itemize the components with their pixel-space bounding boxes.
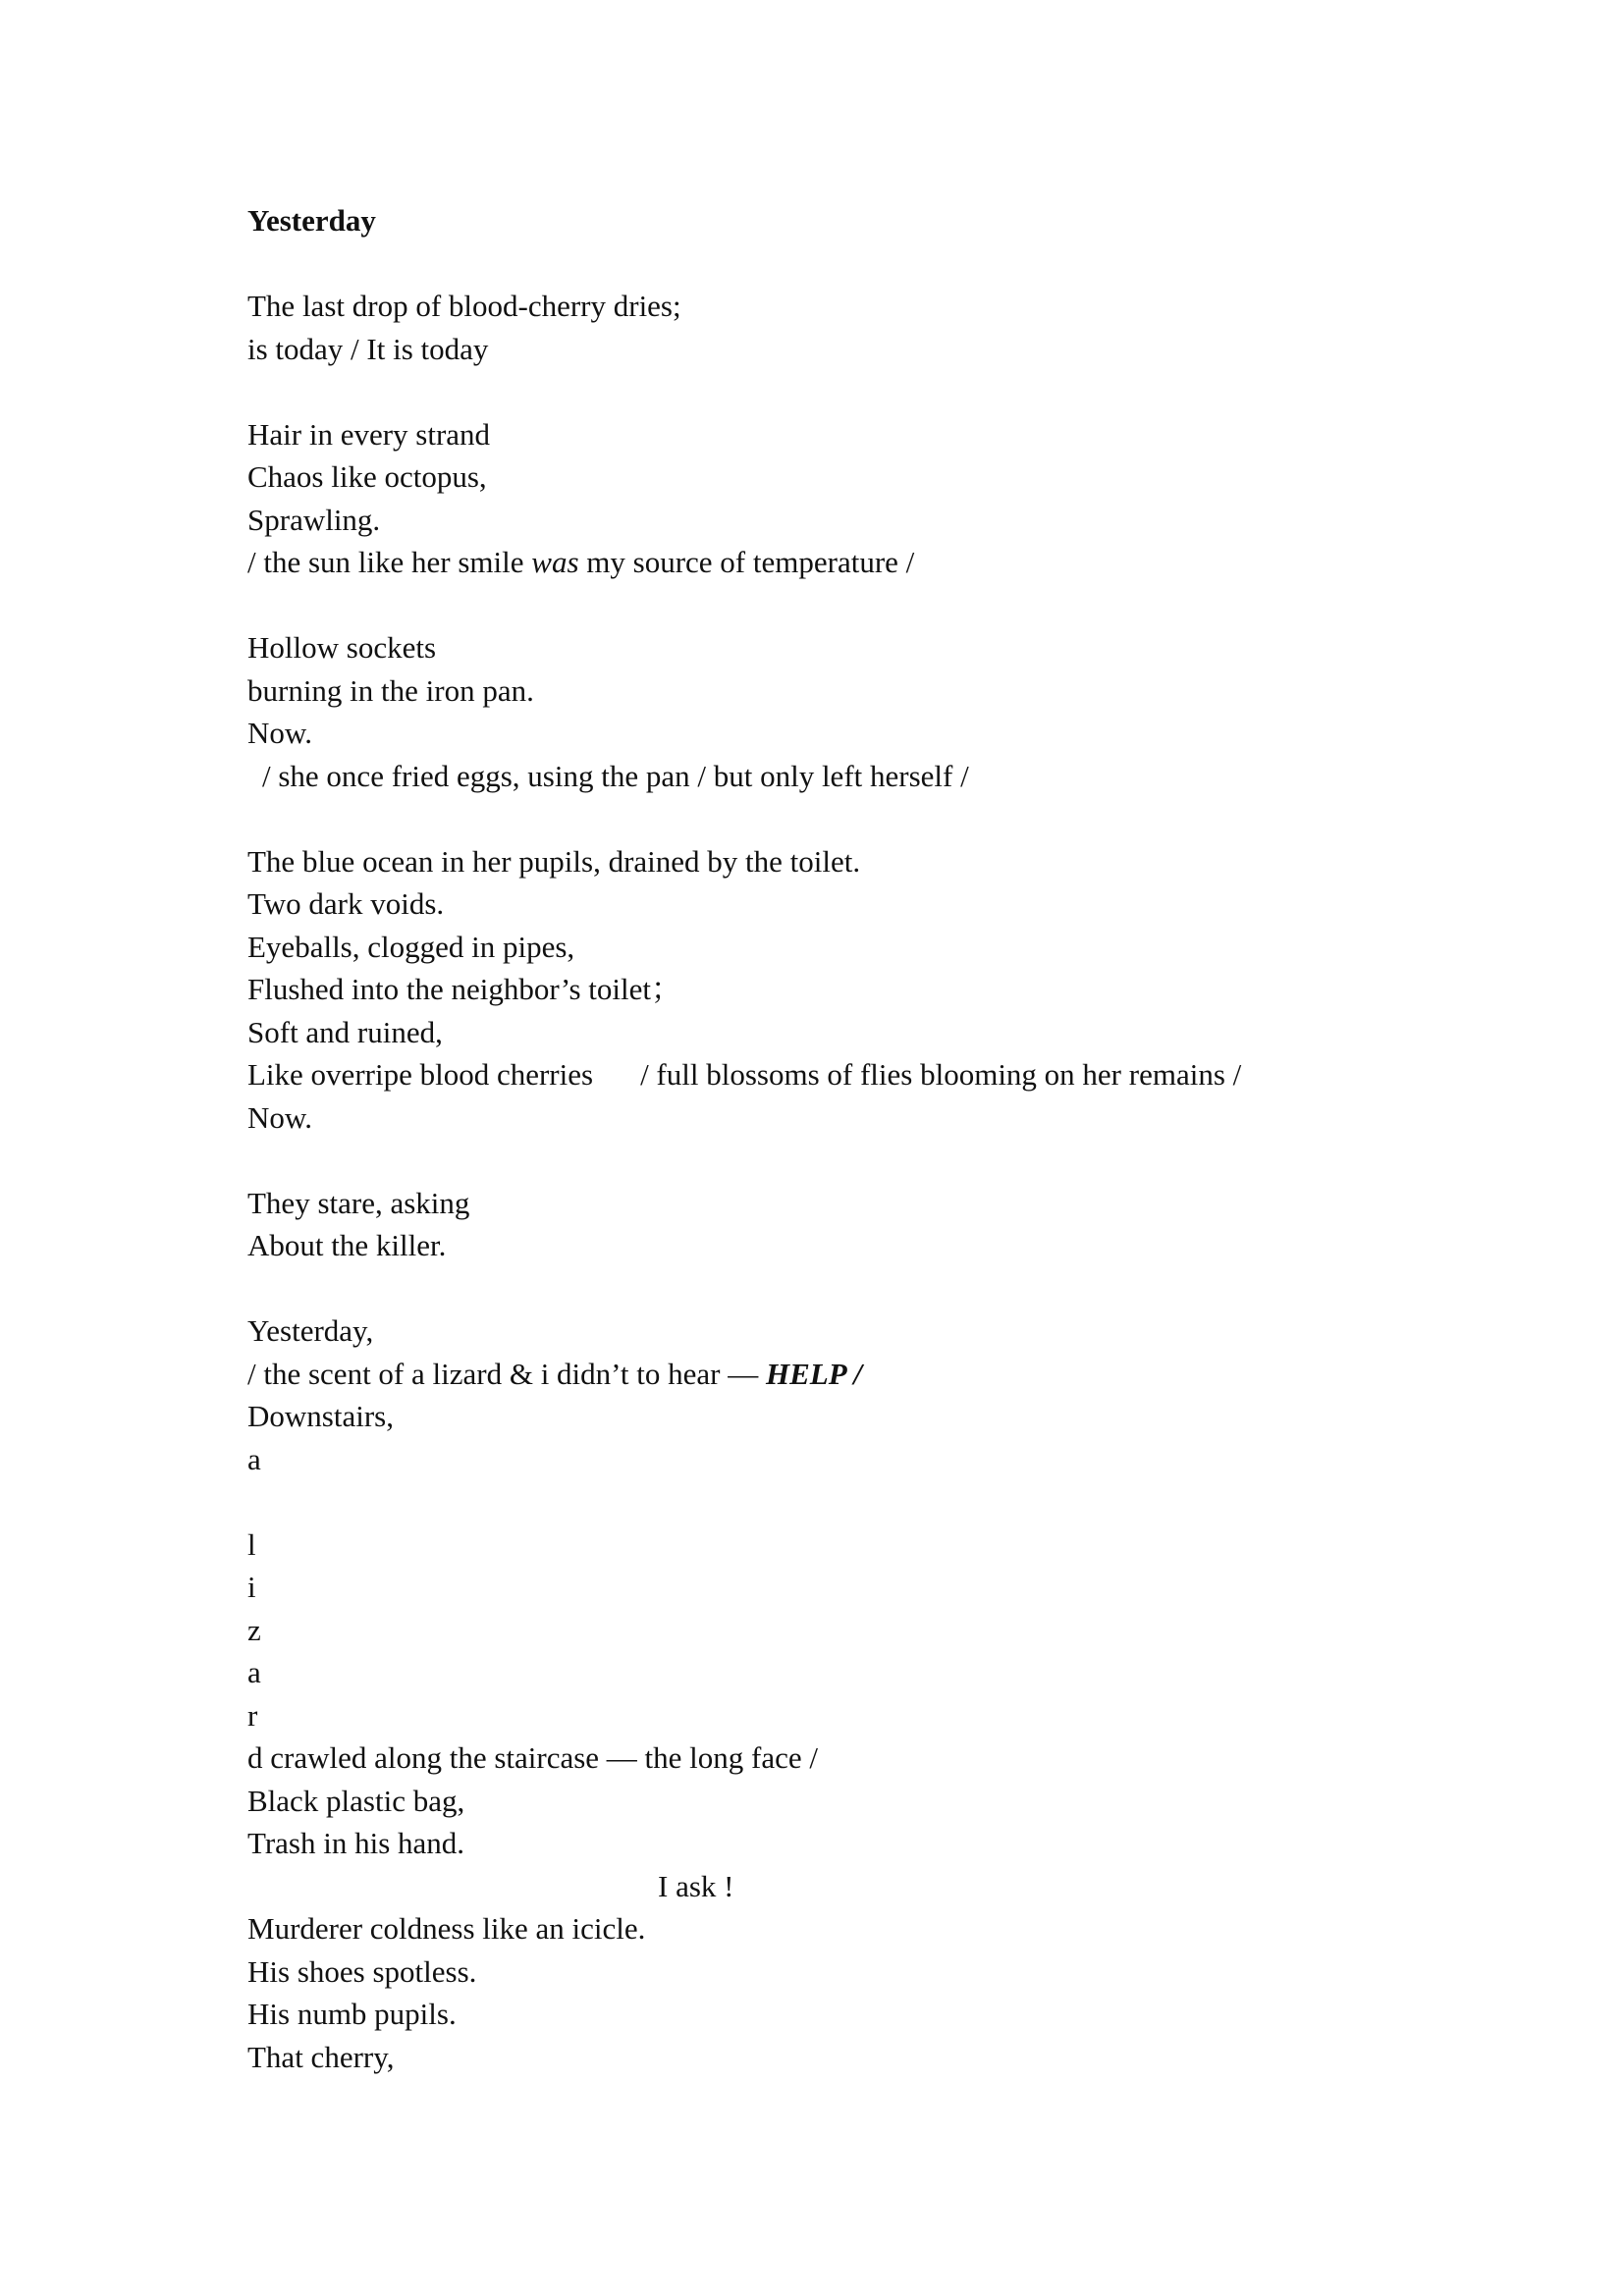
stanza-break: [247, 584, 1426, 627]
poem-line: Black plastic bag,: [247, 1783, 465, 1818]
poem-line: Hair in every strand: [247, 416, 491, 452]
poem-line: d crawled along the staircase — the long face /: [247, 1740, 819, 1775]
poem-body: [247, 199, 1426, 2078]
poem-line: Sprawling.: [247, 502, 381, 537]
stanza-break: [247, 1139, 1426, 1182]
poem-line: Trash in his hand.: [247, 1826, 465, 1860]
stanza-break: [247, 1480, 1426, 1523]
emphasis-help: HELP /: [766, 1356, 862, 1391]
vertical-letter: i: [247, 1570, 256, 1604]
poem-line: Now.: [247, 1099, 313, 1135]
stanza-break: [247, 370, 1426, 413]
poem-line: That cherry,: [247, 2039, 395, 2074]
poem-line: The blue ocean in her pupils, drained by the toilet.: [247, 843, 861, 879]
poem-line: His numb pupils.: [247, 1997, 457, 2031]
poem-line: The last drop of blood-cherry dries;: [247, 289, 681, 323]
poem-line: [247, 1353, 1426, 1396]
italic-word: was: [531, 545, 579, 579]
stanza-break: [247, 1267, 1426, 1310]
poem-line-part: Like overripe blood cherries: [247, 1057, 594, 1092]
poem-line: About the killer.: [247, 1228, 447, 1262]
poem-line: Eyeballs, clogged in pipes,: [247, 929, 575, 964]
vertical-letter: r: [247, 1697, 258, 1733]
poem-line: a: [247, 1441, 261, 1476]
poem-line: They stare, asking: [247, 1185, 470, 1220]
poem-line: Now.: [247, 716, 313, 750]
vertical-letter: z: [247, 1612, 261, 1647]
poem-line: / she once fried eggs, using the pan / but only left herself /: [262, 758, 969, 793]
stanza-break: [247, 242, 1426, 286]
poem-line-part: my source of temperature /: [578, 545, 915, 579]
stanza-break: [247, 797, 1426, 840]
poem-line-part: / the sun like her smile: [247, 545, 532, 579]
poem-line: His shoes spotless.: [247, 1953, 477, 1989]
poem-line-centered: I ask !: [658, 1868, 734, 1903]
poem-line-part: / the scent of a lizard & i didn’t to hear —: [247, 1356, 766, 1391]
poem-line: Flushed into the neighbor’s toilet；: [247, 972, 682, 1006]
poem-title: Yesterday: [247, 203, 376, 238]
poem-line: Soft and ruined,: [247, 1014, 443, 1049]
poem-line: Chaos like octopus,: [247, 459, 487, 494]
vertical-letter: l: [247, 1526, 256, 1562]
poem-line: Two dark voids.: [247, 886, 445, 921]
poem-line: Yesterday,: [247, 1313, 374, 1348]
poem-line: Downstairs,: [247, 1399, 394, 1433]
poem-line: [247, 1053, 1426, 1096]
poem-line: [247, 541, 1426, 584]
poem-line: burning in the iron pan.: [247, 672, 534, 708]
poem-line: is today / It is today: [247, 331, 489, 366]
poem-line-part: / full blossoms of flies blooming on her remains /: [640, 1057, 1242, 1092]
vertical-letter: a: [247, 1655, 261, 1689]
poem-line: Murderer coldness like an icicle.: [247, 1911, 646, 1946]
poem-line: Hollow sockets: [247, 630, 437, 665]
